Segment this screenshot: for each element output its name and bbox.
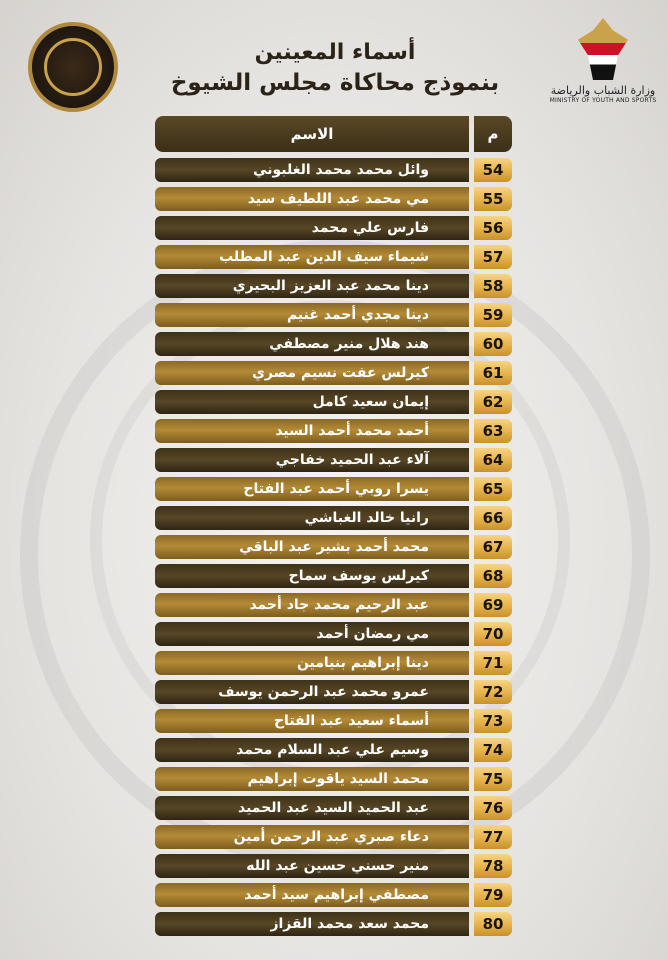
table-row — [155, 332, 512, 356]
table-row — [155, 245, 512, 269]
ministry-name-english: MINISTRY OF YOUTH AND SPORTS — [549, 97, 657, 104]
table-row — [155, 622, 512, 646]
row-name: دينا مجدي أحمد غنيم — [155, 303, 469, 327]
row-name: محمد السيد ياقوت إبراهيم — [155, 767, 469, 791]
row-number: 61 — [474, 361, 512, 385]
row-name: دعاء صبري عبد الرحمن أمين — [155, 825, 469, 849]
row-number: 67 — [474, 535, 512, 559]
row-name: يسرا روبي أحمد عبد الفتاح — [155, 477, 469, 501]
row-name: شيماء سيف الدين عبد المطلب — [155, 245, 469, 269]
row-name: دينا محمد عبد العزيز البحيري — [155, 274, 469, 298]
row-name: عبد الرحيم محمد جاد أحمد — [155, 593, 469, 617]
row-name: أسماء سعيد عبد الفتاح — [155, 709, 469, 733]
table-row — [155, 419, 512, 443]
table-row — [155, 158, 512, 182]
header-number: م — [474, 116, 512, 152]
table-row — [155, 303, 512, 327]
table-row — [155, 477, 512, 501]
row-number: 64 — [474, 448, 512, 472]
row-name: وسيم علي عبد السلام محمد — [155, 738, 469, 762]
row-number: 70 — [474, 622, 512, 646]
table-row — [155, 912, 512, 936]
table-row — [155, 680, 512, 704]
row-number: 69 — [474, 593, 512, 617]
row-number: 76 — [474, 796, 512, 820]
ministry-logo — [548, 18, 658, 118]
egypt-eagle-emblem-icon — [578, 18, 628, 80]
row-number: 57 — [474, 245, 512, 269]
row-number: 80 — [474, 912, 512, 936]
row-number: 72 — [474, 680, 512, 704]
table-row — [155, 738, 512, 762]
row-number: 60 — [474, 332, 512, 356]
row-name: رانيا خالد الغباشي — [155, 506, 469, 530]
title-line-2: بنموذج محاكاة مجلس الشيوخ — [170, 69, 500, 96]
row-number: 54 — [474, 158, 512, 182]
row-name: كيرلس يوسف سماح — [155, 564, 469, 588]
row-number: 79 — [474, 883, 512, 907]
row-name: كيرلس عفت نسيم مصري — [155, 361, 469, 385]
table-row — [155, 796, 512, 820]
row-number: 68 — [474, 564, 512, 588]
row-name: أحمد محمد أحمد السيد — [155, 419, 469, 443]
table-row — [155, 361, 512, 385]
table-row — [155, 535, 512, 559]
table-row — [155, 593, 512, 617]
table-row — [155, 709, 512, 733]
row-number: 62 — [474, 390, 512, 414]
row-number: 73 — [474, 709, 512, 733]
table-row — [155, 564, 512, 588]
row-name: محمد سعد محمد القزاز — [155, 912, 469, 936]
row-name: مي محمد عبد اللطيف سيد — [155, 187, 469, 211]
table-row — [155, 651, 512, 675]
row-number: 71 — [474, 651, 512, 675]
title-line-1: أسماء المعينين — [254, 40, 416, 65]
table-row — [155, 216, 512, 240]
row-name: هند هلال منير مصطفي — [155, 332, 469, 356]
page-title — [170, 38, 500, 99]
row-number: 75 — [474, 767, 512, 791]
table-row — [155, 187, 512, 211]
row-name: محمد أحمد بشير عبد الباقي — [155, 535, 469, 559]
row-number: 74 — [474, 738, 512, 762]
row-number: 77 — [474, 825, 512, 849]
row-name: إيمان سعيد كامل — [155, 390, 469, 414]
senate-simulation-seal-icon — [28, 22, 118, 112]
row-name: آلاء عبد الحميد خفاجي — [155, 448, 469, 472]
row-name: منير حسني حسين عبد الله — [155, 854, 469, 878]
table-row — [155, 767, 512, 791]
table-row — [155, 448, 512, 472]
row-number: 78 — [474, 854, 512, 878]
table-header-row — [155, 116, 512, 152]
table-row — [155, 854, 512, 878]
row-name: مي رمضان أحمد — [155, 622, 469, 646]
row-name: عمرو محمد عبد الرحمن يوسف — [155, 680, 469, 704]
table-row — [155, 506, 512, 530]
row-number: 58 — [474, 274, 512, 298]
table-row — [155, 825, 512, 849]
row-name: دينا إبراهيم بنيامين — [155, 651, 469, 675]
row-name: وائل محمد محمد الغلبوني — [155, 158, 469, 182]
row-number: 59 — [474, 303, 512, 327]
row-number: 56 — [474, 216, 512, 240]
table-row — [155, 390, 512, 414]
row-name: فارس علي محمد — [155, 216, 469, 240]
ministry-name-arabic: وزارة الشباب والرياضة — [550, 84, 656, 97]
table-row — [155, 883, 512, 907]
row-name: عبد الحميد السيد عبد الحميد — [155, 796, 469, 820]
row-number: 65 — [474, 477, 512, 501]
row-number: 55 — [474, 187, 512, 211]
table-row — [155, 274, 512, 298]
row-name: مصطفي إبراهيم سيد أحمد — [155, 883, 469, 907]
appointees-table — [155, 116, 512, 941]
row-number: 66 — [474, 506, 512, 530]
header-name: الاسم — [155, 116, 469, 152]
row-number: 63 — [474, 419, 512, 443]
